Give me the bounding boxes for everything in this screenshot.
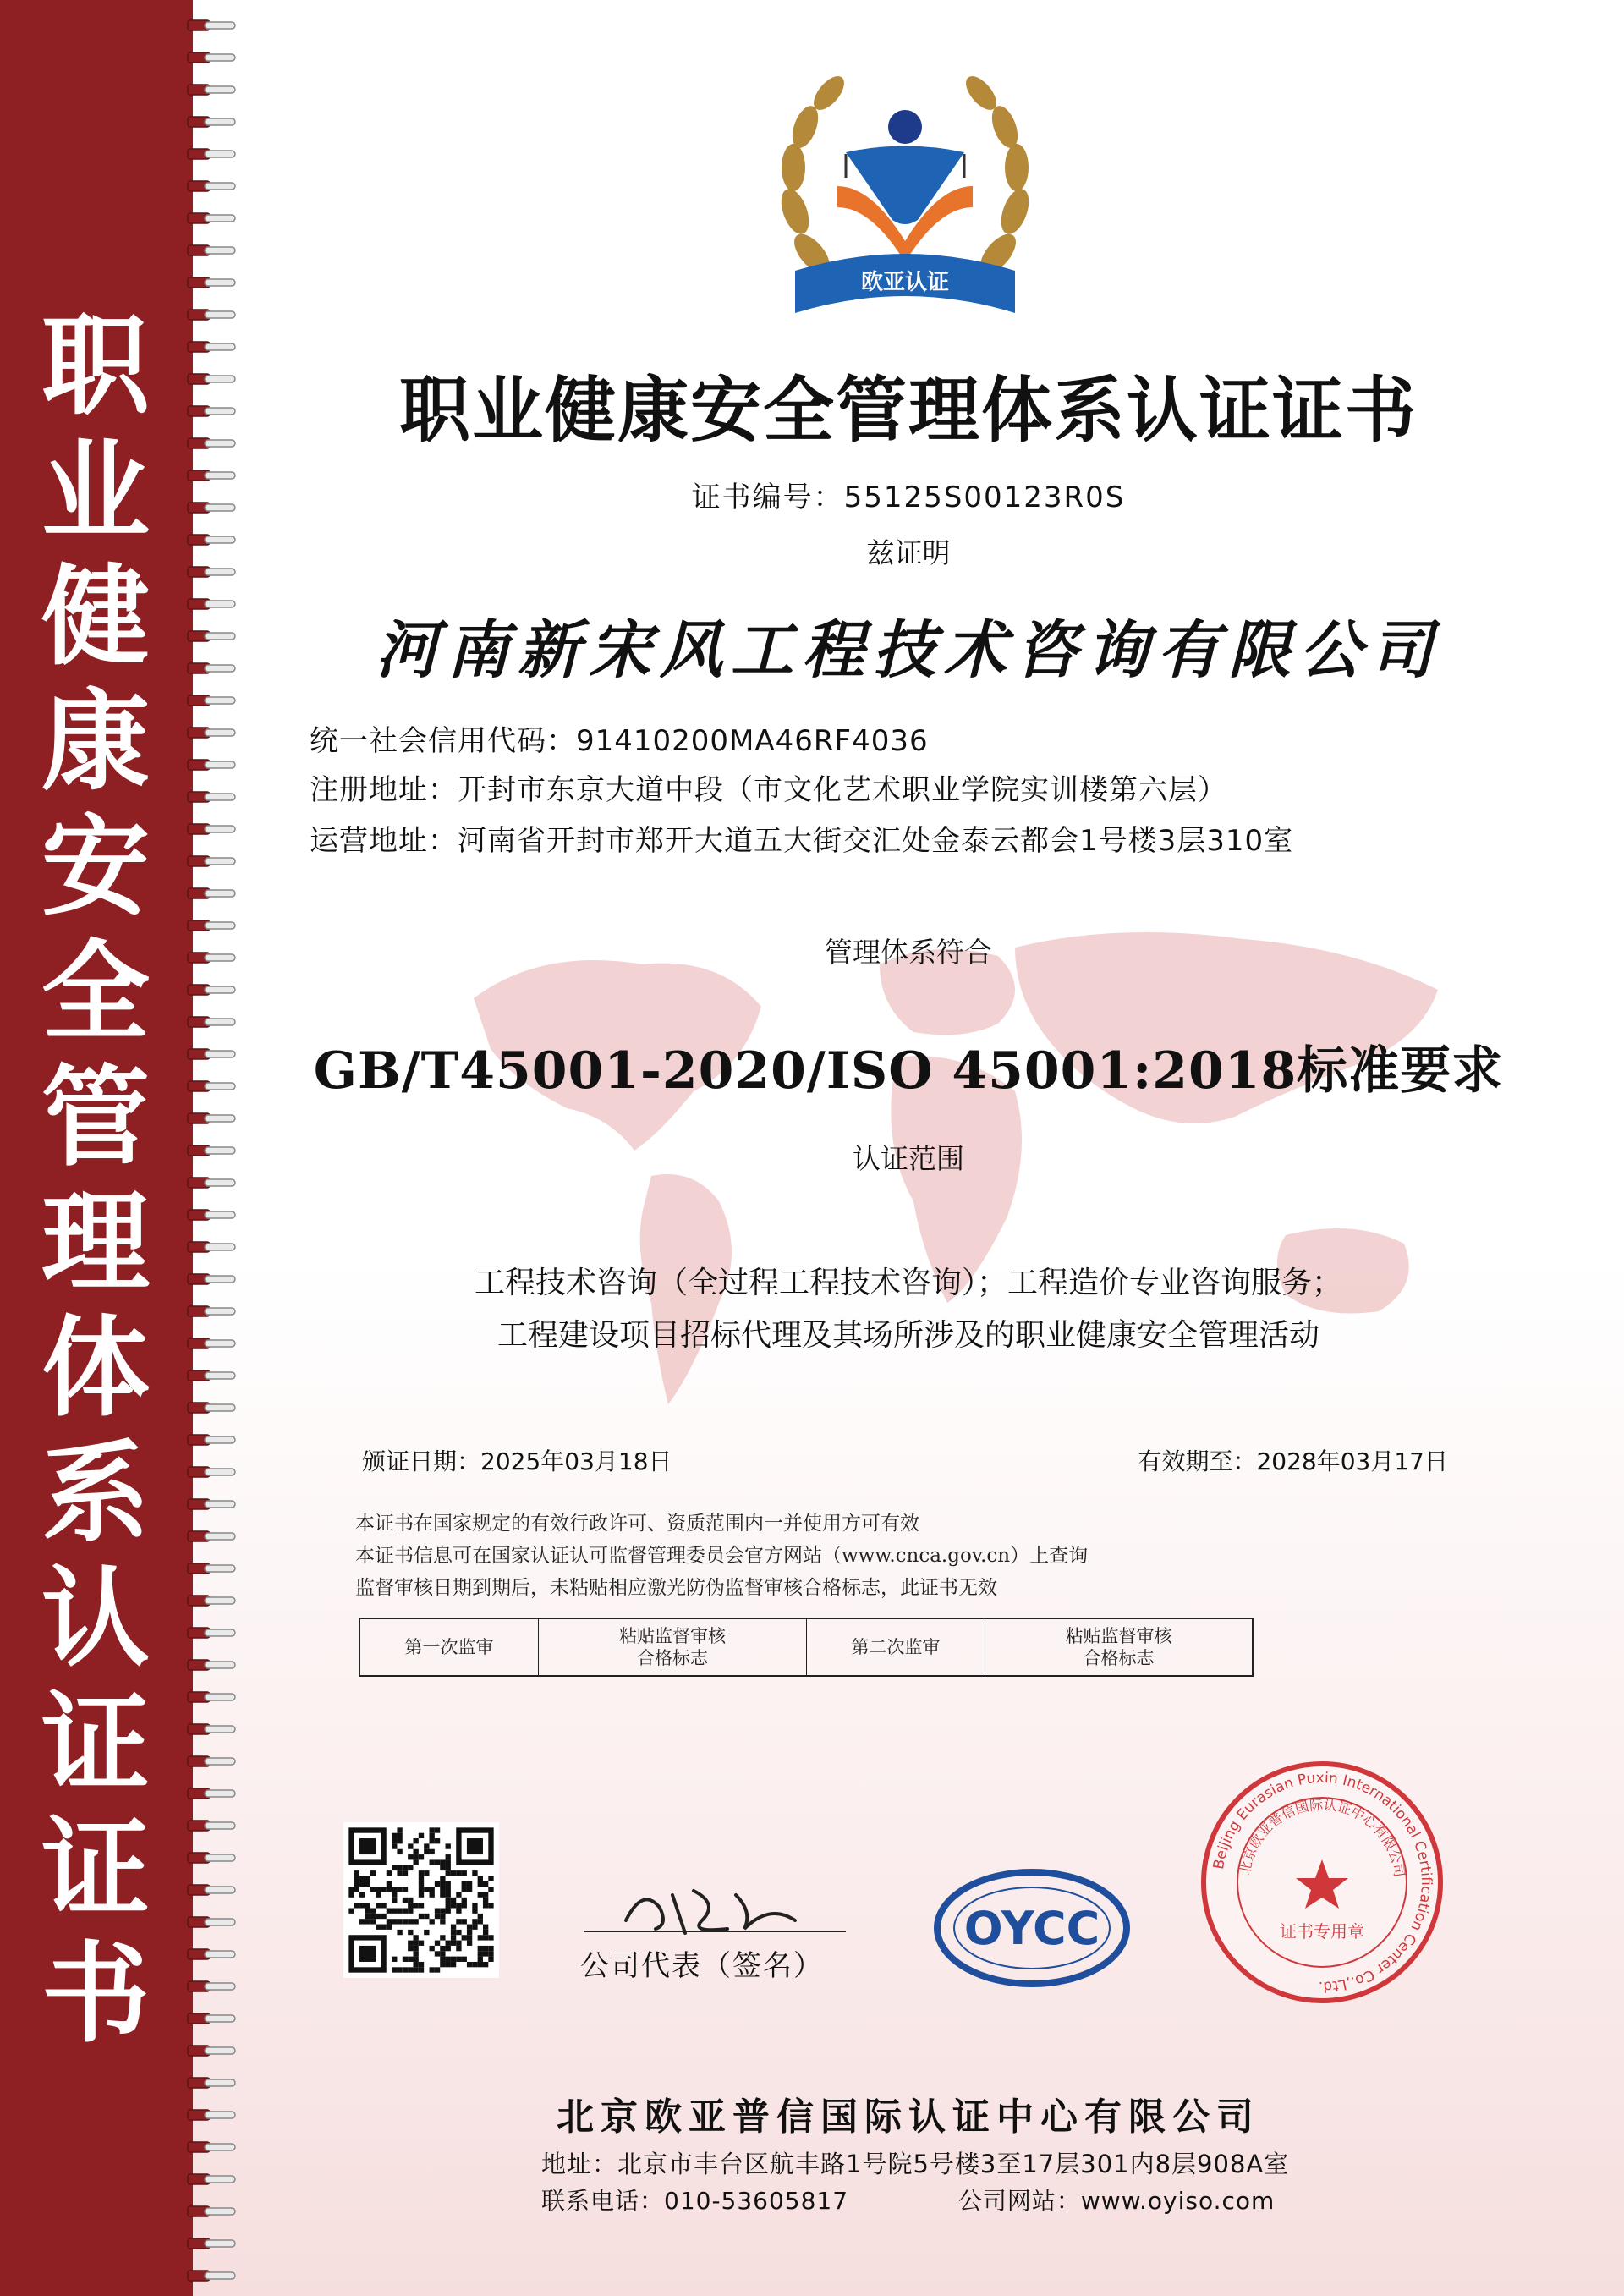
scope-line: 工程技术咨询（全过程工程技术咨询）；工程造价专业咨询服务； xyxy=(474,1266,1342,1300)
vertical-title-char: 康 xyxy=(41,679,150,805)
scope-text xyxy=(193,1257,1624,1362)
conform-label: 管理体系符合 xyxy=(825,936,992,969)
vertical-title-char: 认 xyxy=(41,1556,150,1682)
vertical-title-char: 业 xyxy=(41,429,150,555)
representative-signature xyxy=(609,1870,812,1946)
certification-seal xyxy=(1199,1760,1445,2005)
issuer-phone: 联系电话：010-53605817 xyxy=(541,2187,849,2215)
company-name: 河南新宋风工程技术咨询有限公司 xyxy=(376,614,1441,687)
issue-date: 颁证日期：2025年03月18日 xyxy=(362,1447,672,1475)
vertical-title-char: 证 xyxy=(41,1681,150,1807)
eurasian-certification-logo xyxy=(761,59,1049,330)
vertical-title-char: 体 xyxy=(41,1305,150,1431)
audit-second-cell: 第二次监审 xyxy=(807,1619,985,1675)
seal-bottom-text: 证书专用章 xyxy=(1280,1921,1364,1942)
note-line: 本证书在国家规定的有效行政许可、资质范围内一并使用方可有效 xyxy=(355,1513,919,1535)
signature-line xyxy=(584,1931,846,1932)
audit-sticker-text: 合格标志 xyxy=(1083,1648,1155,1668)
audit-sticker-text: 合格标志 xyxy=(637,1648,708,1668)
vertical-title-char: 证 xyxy=(41,1806,150,1932)
vertical-title-char: 职 xyxy=(41,304,150,430)
operating-address: 运营地址：河南省开封市郑开大道五大街交汇处金泰云都会1号楼3层310室 xyxy=(310,824,1294,858)
oycc-logo xyxy=(930,1865,1133,1991)
vertical-title-char: 理 xyxy=(41,1180,150,1306)
signature-label: 公司代表（签名） xyxy=(580,1949,824,1983)
issuer-website[interactable]: 公司网站：www.oyiso.com xyxy=(957,2187,1276,2215)
seal-inner-text: 北京欧亚普信国际认证中心有限公司 xyxy=(1237,1796,1408,1879)
logo-ribbon-subtext: EURASIAN CERTIFICATION xyxy=(856,300,954,309)
vertical-title-char: 管 xyxy=(41,1055,150,1181)
scope-line: 工程建设项目招标代理及其场所涉及的职业健康安全管理活动 xyxy=(497,1318,1320,1353)
vertical-title-char: 系 xyxy=(41,1431,150,1557)
audit-table xyxy=(359,1618,1254,1677)
oycc-text: OYCC xyxy=(963,1902,1100,1955)
credit-code: 统一社会信用代码：91410200MA46RF4036 xyxy=(310,724,929,758)
issuer-contact xyxy=(541,2183,1275,2216)
issuer-address: 地址：北京市丰台区航丰路1号院5号楼3至17层301内8层908A室 xyxy=(541,2150,1290,2178)
audit-sticker-text: 粘贴监督审核 xyxy=(1065,1626,1172,1646)
seal-outer-text: Beijing Eurasian Puxin International Certification Center Co.,Ltd. xyxy=(1210,1769,1435,1996)
certificate-number: 证书编号：55125S00123R0S xyxy=(691,481,1126,514)
note-line: 监督审核日期到期后，未粘贴相应激光防伪监督审核合格标志，此证书无效 xyxy=(355,1577,997,1599)
hereby-certify: 兹证明 xyxy=(866,536,951,569)
expiry-date: 有效期至：2028年03月17日 xyxy=(1138,1447,1448,1475)
vertical-title-char: 书 xyxy=(41,1931,150,2057)
audit-sticker-text: 粘贴监督审核 xyxy=(619,1626,726,1646)
standard-text: GB/T45001-2020/ISO 45001:2018标准要求 xyxy=(313,1041,1504,1101)
vertical-title-char: 全 xyxy=(41,930,150,1056)
audit-sticker-cell-2 xyxy=(985,1619,1252,1675)
audit-first-cell: 第一次监审 xyxy=(360,1619,539,1675)
vertical-title xyxy=(15,304,176,2057)
notes xyxy=(355,1508,1088,1604)
scope-label: 认证范围 xyxy=(853,1142,964,1175)
certificate-title: 职业健康安全管理体系认证证书 xyxy=(398,369,1418,452)
qr-code[interactable] xyxy=(343,1822,499,1978)
audit-sticker-cell-1 xyxy=(539,1619,807,1675)
vertical-title-char: 安 xyxy=(41,805,150,931)
note-line: 本证书信息可在国家认证认可监督管理委员会官方网站（www.cnca.gov.cn）上查询 xyxy=(355,1545,1089,1567)
logo-ribbon-text: 欧亚认证 xyxy=(860,270,950,295)
issuer-name: 北京欧亚普信国际认证中心有限公司 xyxy=(557,2096,1260,2139)
registered-address: 注册地址：开封市东京大道中段（市文化艺术职业学院实训楼第六层） xyxy=(310,773,1227,807)
vertical-title-char: 健 xyxy=(41,554,150,680)
